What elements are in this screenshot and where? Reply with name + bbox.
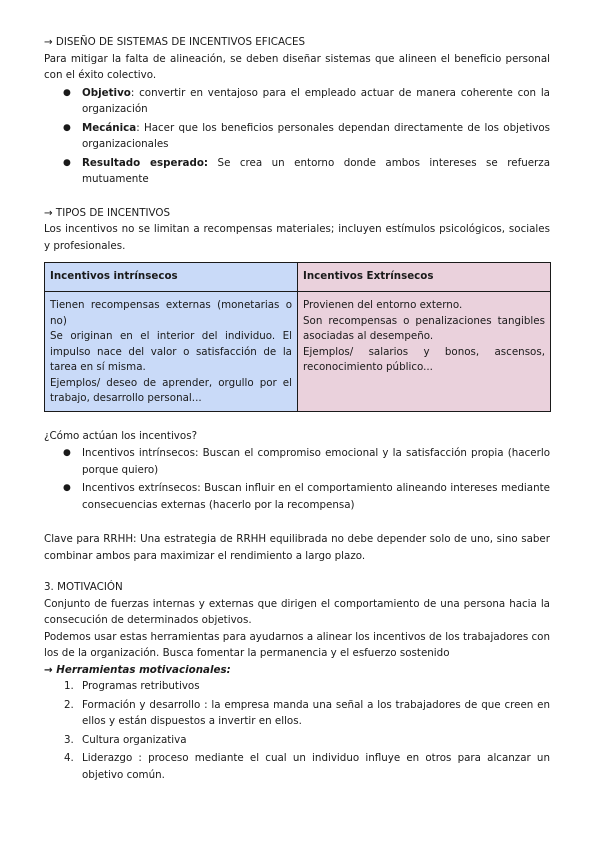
list-item: ● Incentivos extrínsecos: Buscan influir en el comportamiento alineando intereses mediante consecuencias externas (hacerlo por la recompensa) — [82, 480, 550, 513]
list-item-text: Formación y desarrollo : la empresa manda una señal a los trabajadores de que creen en ellos y están dispuestos a invertir en ellos. — [82, 698, 550, 727]
incentive-action-list — [44, 445, 550, 513]
cell-line: Son recompensas o penalizaciones tangibles asociadas al desempeño. — [303, 314, 545, 342]
document-page — [44, 34, 550, 785]
section-heading-motivation: 3. MOTIVACIÓN — [44, 581, 123, 593]
list-number: 4. — [64, 752, 74, 764]
bullet-label: Resultado esperado: — [82, 156, 209, 169]
bullet-text: : convertir en ventajoso para el empleado actuar de manera coherente con la organización — [82, 86, 550, 115]
list-item-text: Programas retributivos — [82, 680, 200, 692]
hr-key-paragraph: Clave para RRHH: Una estrategia de RRHH equilibrada no debe depender solo de uno, sino saber combinar ambos para maximizar el rendimiento a largo plazo. — [44, 533, 550, 562]
list-item: ● Incentivos intrínsecos: Buscan el compromiso emocional y la satisfacción propia (hacerlo porque quiero) — [82, 445, 550, 478]
cell-line: Ejemplos/ deseo de aprender, orgullo por el trabajo, desarrollo personal... — [50, 376, 292, 404]
bullet-text: : Hacer que los beneficios personales dependan directamente de los objetivos organizacionales — [82, 121, 550, 150]
cell-line: Se originan en el interior del individuo. El impulso nace del valor o satisfacción de la tarea en sí misma. — [50, 330, 292, 373]
section-heading-incentive-design: → DISEÑO DE SISTEMAS DE INCENTIVOS EFICACES — [44, 36, 306, 48]
motivation-usage: Podemos usar estas herramientas para ayudarnos a alinear los incentivos de los trabajadores con los de la organización. Busca fomentar la permanencia y el esfuerzo sostenido — [44, 630, 550, 659]
list-item — [64, 697, 550, 730]
incentives-table — [44, 262, 551, 412]
tools-heading: → Herramientas motivacionales: — [44, 663, 231, 676]
cell-line: Provienen del entorno externo. — [303, 299, 463, 311]
cell-line: Ejemplos/ salarios y bonos, ascensos, reconocimiento público... — [303, 345, 545, 373]
bullet-label: Mecánica — [82, 121, 137, 134]
list-item — [64, 678, 550, 695]
list-number: 2. — [64, 698, 74, 711]
cell-line: Tienen recompensas externas (monetarias o no) — [50, 299, 292, 327]
list-item — [82, 85, 550, 118]
table-header-row — [45, 263, 551, 292]
section-intro-paragraph: Para mitigar la falta de alineación, se deben diseñar sistemas que alineen el beneficio personal con el éxito colectivo. — [44, 52, 550, 81]
list-item — [82, 155, 550, 188]
section-intro-paragraph: Los incentivos no se limitan a recompensas materiales; incluyen estímulos psicológicos, sociales y profesionales. — [44, 223, 550, 252]
list-item-text: Liderazgo : proceso mediante el cual un individuo influye en otros para alcanzar un objetivo común. — [82, 752, 550, 781]
bullet-text: Se crea un entorno donde ambos intereses se refuerza mutuamente — [82, 156, 551, 185]
table-cell-extrinsic — [298, 292, 551, 412]
motivation-definition: Conjunto de fuerzas internas y externas que dirigen el comportamiento de una persona hacia la consecución de determinados objetivos. — [44, 597, 550, 626]
list-number: 3. — [64, 733, 74, 746]
table-header-intrinsic: Incentivos intrínsecos — [45, 263, 298, 292]
design-bullet-list — [44, 85, 550, 188]
section-heading-incentive-types: → TIPOS DE INCENTIVOS — [44, 206, 171, 219]
table-header-extrinsic: Incentivos Extrínsecos — [298, 263, 551, 292]
tools-list — [44, 678, 550, 783]
incentives-question: ¿Cómo actúan los incentivos? — [44, 429, 198, 442]
bullet-label: Objetivo — [82, 86, 131, 99]
list-item — [82, 120, 550, 153]
list-number: 1. — [64, 680, 74, 692]
table-row — [45, 292, 551, 412]
list-item-text: Cultura organizativa — [82, 733, 187, 746]
list-item — [64, 750, 550, 783]
list-item — [64, 732, 550, 749]
table-cell-intrinsic — [45, 292, 298, 412]
